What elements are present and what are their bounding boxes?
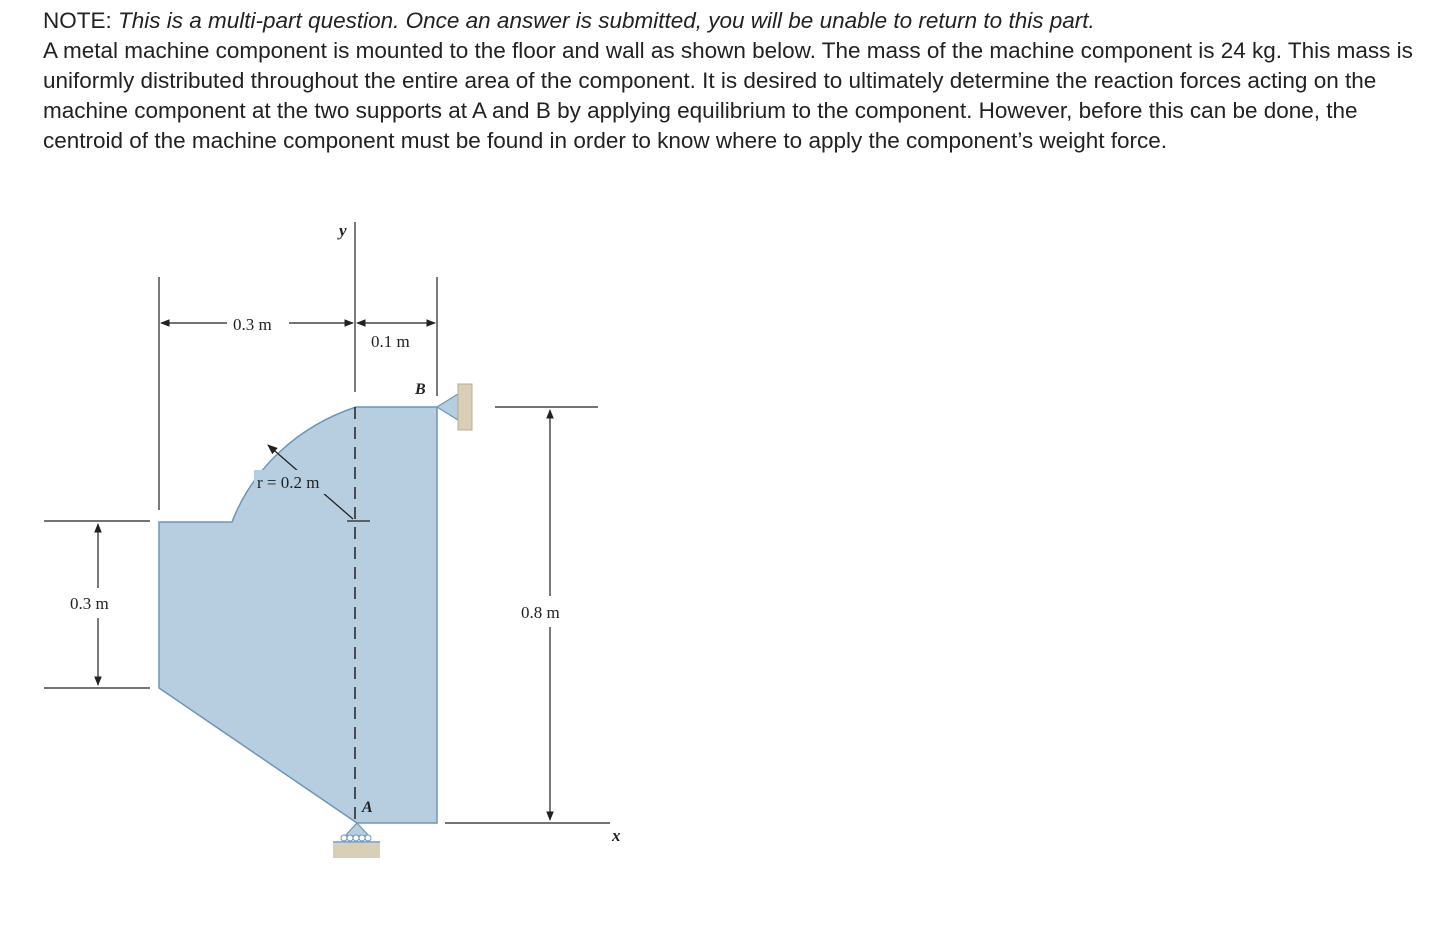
support-a-bracket	[345, 823, 369, 836]
wall-support	[458, 384, 472, 430]
dimension-top-right-label: 0.1 m	[371, 332, 410, 351]
radius-label: r = 0.2 m	[257, 473, 320, 492]
y-axis-label: y	[339, 221, 347, 240]
component-shape	[159, 407, 437, 823]
point-a-label: A	[362, 799, 373, 816]
support-a-rollers	[341, 835, 371, 841]
dimension-top-left-label: 0.3 m	[233, 315, 272, 334]
x-axis-label: x	[612, 826, 621, 845]
note-text: This is a multi-part question. Once an answer is submitted, you will be unable to return to this part.	[118, 8, 1095, 33]
support-b-bracket	[437, 394, 458, 420]
dimension-right-label: 0.8 m	[521, 603, 560, 622]
point-b-label: B	[415, 381, 426, 398]
problem-statement: A metal machine component is mounted to the floor and wall as shown below. The mass of the machine component is 24 kg. This mass is uniformly distributed throughout the entire area of the component. It is desired to ultimately determine the reaction forces acting on the machine component at the two supports at A and B by applying equilibrium to the component. However, before this can be done, the centroid of the machine component must be found in order to know where to apply the component’s weight force.	[43, 38, 1413, 153]
floor-support	[333, 843, 380, 858]
note-prefix: NOTE:	[43, 8, 119, 33]
dimension-left-label: 0.3 m	[70, 594, 109, 613]
